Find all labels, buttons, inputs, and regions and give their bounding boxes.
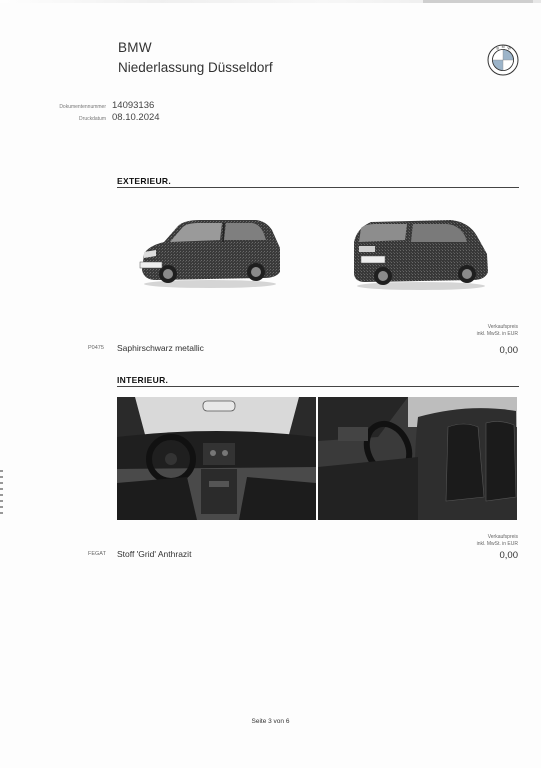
price-label-line1: Verkaufspreis bbox=[487, 324, 518, 330]
document-number: 14093136 bbox=[112, 100, 155, 111]
svg-text:M: M bbox=[501, 45, 505, 50]
price-column-header bbox=[477, 324, 518, 338]
print-date-label: Druckdatum bbox=[79, 116, 106, 122]
dealer-header bbox=[118, 40, 273, 75]
cockpit-photo bbox=[117, 397, 316, 520]
bmw-roundel-icon bbox=[487, 44, 519, 76]
price-label-line1: Verkaufspreis bbox=[487, 534, 518, 540]
option-price: 0,00 bbox=[499, 550, 518, 561]
car-rear-photo bbox=[351, 214, 491, 292]
front-seats-photo bbox=[318, 397, 517, 520]
option-price: 0,00 bbox=[499, 345, 518, 356]
document-meta bbox=[50, 100, 160, 124]
exterior-section-title: EXTERIEUR. bbox=[117, 176, 172, 186]
scan-artifact bbox=[423, 0, 533, 3]
section-divider bbox=[117, 187, 519, 188]
option-code: P0475 bbox=[88, 345, 104, 351]
section-divider bbox=[117, 386, 519, 387]
price-column-header bbox=[477, 534, 518, 548]
svg-text:W: W bbox=[507, 46, 511, 51]
price-label-line2: inkl. MwSt. in EUR bbox=[476, 541, 518, 547]
page-indicator: Seite 3 von 6 bbox=[251, 718, 290, 725]
print-date: 08.10.2024 bbox=[112, 112, 160, 123]
option-description: Stoff 'Grid' Anthrazit bbox=[117, 549, 192, 559]
option-code: FEGAT bbox=[88, 551, 106, 557]
brand-name: BMW bbox=[118, 40, 152, 55]
branch-name: Niederlassung Düsseldorf bbox=[118, 60, 273, 75]
price-label-line2: inkl. MwSt. in EUR bbox=[476, 331, 518, 337]
option-description: Saphirschwarz metallic bbox=[117, 343, 204, 353]
svg-text:B: B bbox=[496, 46, 499, 51]
scan-artifact bbox=[0, 470, 3, 518]
document-number-label: Dokumentennummer bbox=[59, 104, 106, 110]
interior-section-title: INTERIEUR. bbox=[117, 375, 169, 385]
car-front-photo bbox=[138, 212, 283, 290]
